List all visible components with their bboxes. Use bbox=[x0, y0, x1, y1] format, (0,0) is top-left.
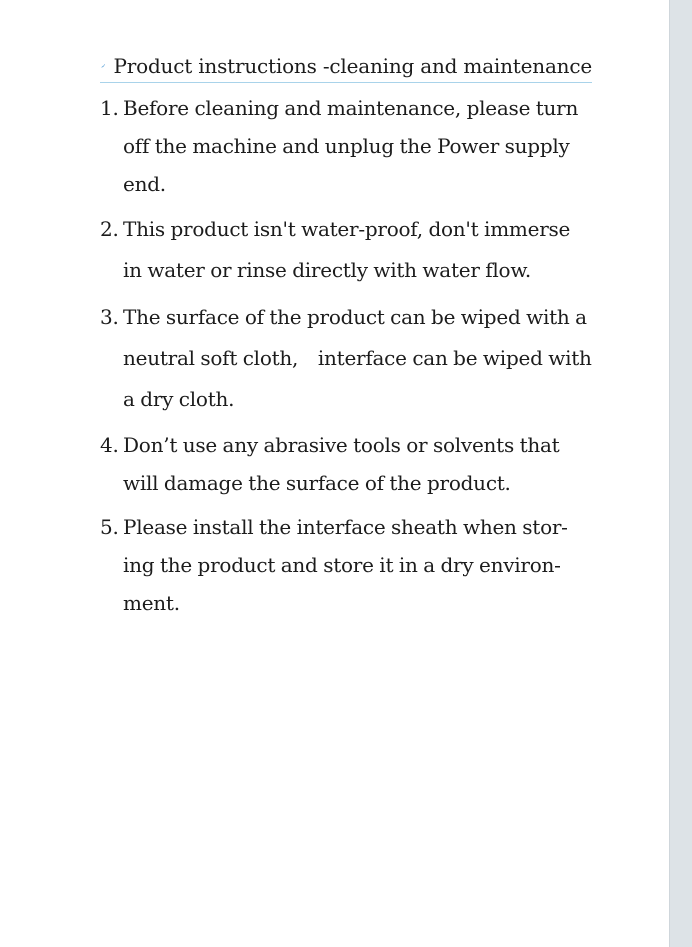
step-text: Before cleaning and maintenance, please turn off the machine and unplug the Power supply end. bbox=[123, 96, 579, 196]
list-item bbox=[100, 209, 592, 291]
instruction-list bbox=[100, 89, 592, 622]
step-text: Please install the interface sheath when stor-ing the product and store it in a dry environ-ment. bbox=[123, 515, 568, 615]
step-number: 3. bbox=[100, 305, 119, 329]
section-title: Product instructions -cleaning and maintenance bbox=[113, 54, 592, 78]
list-item bbox=[100, 508, 592, 622]
step-number: 5. bbox=[100, 515, 119, 539]
list-item bbox=[100, 426, 592, 502]
step-text: The surface of the product can be wiped with a neutral soft cloth, interface can be wiped with a dry cloth. bbox=[123, 305, 592, 411]
step-text: Don’t use any abrasive tools or solvents that will damage the surface of the product. bbox=[123, 433, 560, 495]
step-text: This product isn't water-proof, don't immerse in water or rinse directly with water flow. bbox=[123, 217, 571, 282]
step-number: 4. bbox=[100, 433, 119, 457]
scrollbar-track[interactable] bbox=[669, 0, 692, 947]
step-number: 1. bbox=[100, 96, 119, 120]
step-number: 2. bbox=[100, 217, 119, 241]
list-item bbox=[100, 297, 592, 420]
section-heading bbox=[100, 50, 592, 83]
pencil-scribble-icon bbox=[101, 57, 106, 75]
list-item bbox=[100, 89, 592, 203]
document-page bbox=[100, 50, 592, 622]
